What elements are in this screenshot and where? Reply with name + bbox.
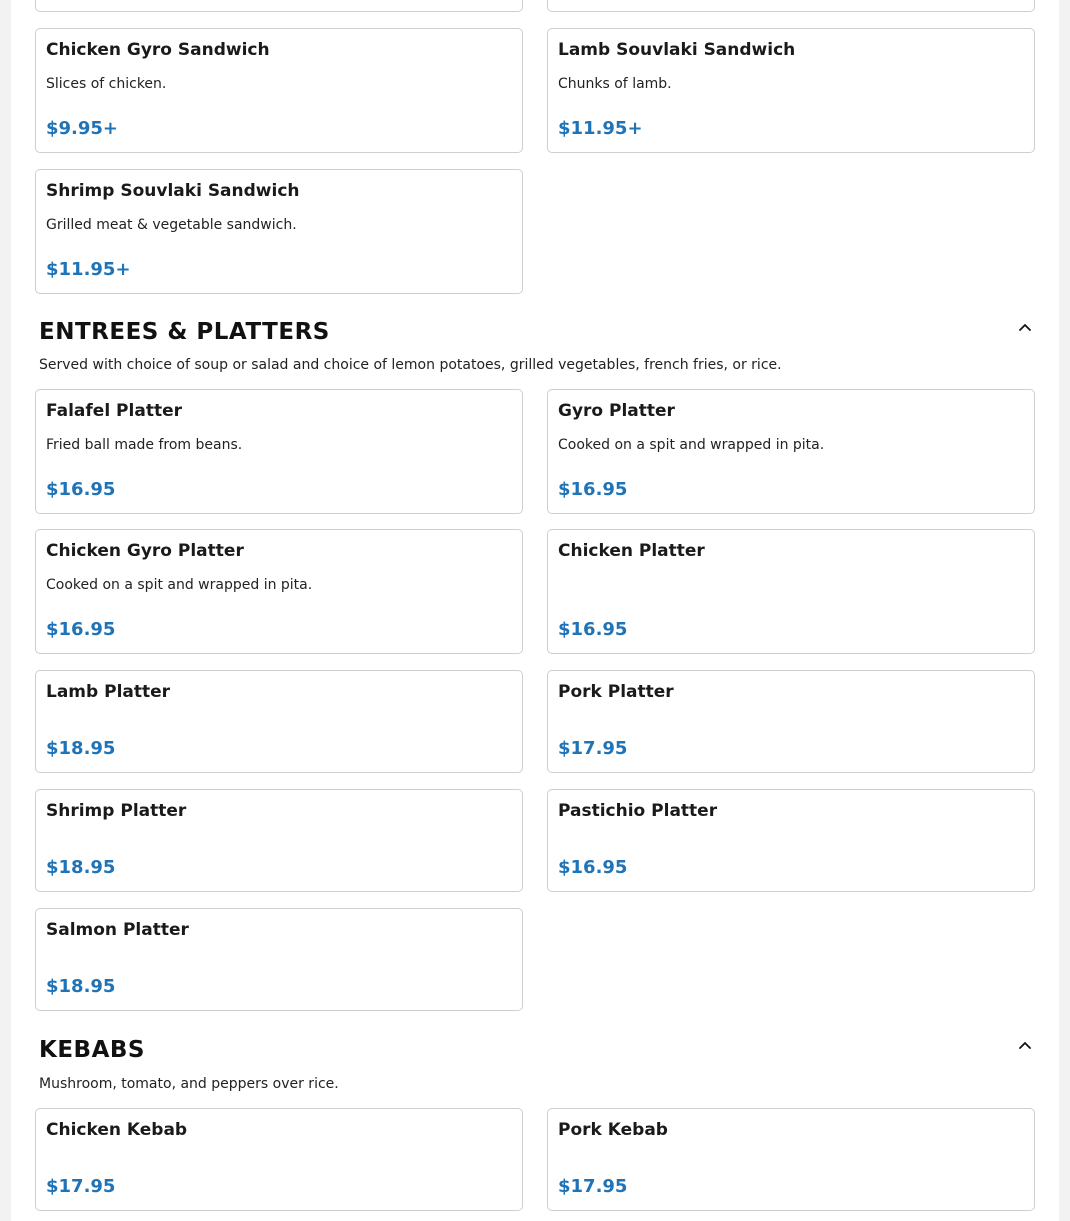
menu-item-card-partial[interactable] [35, 0, 523, 12]
menu-item-card[interactable] [35, 169, 523, 294]
menu-item-name: Chicken Gyro Sandwich [46, 40, 270, 60]
menu-item-card[interactable] [35, 1108, 523, 1211]
menu-item-description: Chunks of lamb. [558, 76, 672, 92]
menu-item-price: $11.95+ [46, 259, 131, 280]
menu-item-card[interactable] [35, 789, 523, 892]
menu-item-price: $16.95 [558, 857, 628, 878]
section-subtitle-entrees: Served with choice of soup or salad and choice of lemon potatoes, grilled vegetables, french fries, or rice. [39, 357, 782, 373]
menu-item-card[interactable] [35, 670, 523, 773]
menu-item-name: Salmon Platter [46, 920, 189, 940]
menu-item-price: $16.95 [558, 479, 628, 500]
menu-item-name: Pork Platter [558, 682, 674, 702]
menu-item-price: $17.95 [558, 1176, 628, 1197]
menu-item-name: Chicken Gyro Platter [46, 541, 244, 561]
menu-item-card[interactable] [547, 529, 1035, 654]
menu-item-price: $16.95 [558, 619, 628, 640]
chevron-up-icon [1017, 319, 1033, 335]
menu-item-card[interactable] [35, 529, 523, 654]
menu-item-price: $9.95+ [46, 118, 119, 139]
menu-item-name: Pork Kebab [558, 1120, 668, 1140]
menu-item-description: Cooked on a spit and wrapped in pita. [558, 437, 825, 453]
menu-item-card[interactable] [35, 908, 523, 1011]
menu-item-card[interactable] [547, 28, 1035, 153]
menu-item-description: Slices of chicken. [46, 76, 167, 92]
menu-item-name: Pastichio Platter [558, 801, 718, 821]
menu-item-name: Lamb Souvlaki Sandwich [558, 40, 796, 60]
menu-item-description: Fried ball made from beans. [46, 437, 243, 453]
chevron-up-icon [1017, 1037, 1033, 1053]
section-collapse-button[interactable] [1014, 1034, 1036, 1056]
section-title-entrees: ENTREES & PLATTERS [39, 319, 330, 345]
menu-item-price: $16.95 [46, 479, 116, 500]
menu-item-price: $16.95 [46, 619, 116, 640]
section-title-kebabs: KEBABS [39, 1037, 145, 1063]
menu-item-card[interactable] [547, 789, 1035, 892]
menu-item-price: $17.95 [46, 1176, 116, 1197]
menu-item-name: Chicken Platter [558, 541, 705, 561]
section-collapse-button[interactable] [1014, 316, 1036, 338]
menu-item-price: $18.95 [46, 738, 116, 759]
menu-item-card[interactable] [547, 670, 1035, 773]
menu-item-card[interactable] [35, 389, 523, 514]
section-subtitle-kebabs: Mushroom, tomato, and peppers over rice. [39, 1076, 339, 1092]
menu-item-card-partial[interactable] [547, 0, 1035, 12]
menu-item-name: Lamb Platter [46, 682, 171, 702]
menu-item-card[interactable] [547, 389, 1035, 514]
menu-item-name: Falafel Platter [46, 401, 182, 421]
menu-item-card[interactable] [35, 28, 523, 153]
menu-item-name: Shrimp Souvlaki Sandwich [46, 181, 300, 201]
menu-item-name: Chicken Kebab [46, 1120, 188, 1140]
menu-item-name: Shrimp Platter [46, 801, 187, 821]
menu-item-price: $17.95 [558, 738, 628, 759]
menu-item-description: Cooked on a spit and wrapped in pita. [46, 577, 313, 593]
menu-page [11, 0, 1059, 1221]
menu-item-card[interactable] [547, 1108, 1035, 1211]
menu-item-price: $18.95 [46, 857, 116, 878]
menu-item-price: $11.95+ [558, 118, 643, 139]
menu-item-name: Gyro Platter [558, 401, 675, 421]
menu-item-description: Grilled meat & vegetable sandwich. [46, 217, 297, 233]
menu-item-price: $18.95 [46, 976, 116, 997]
